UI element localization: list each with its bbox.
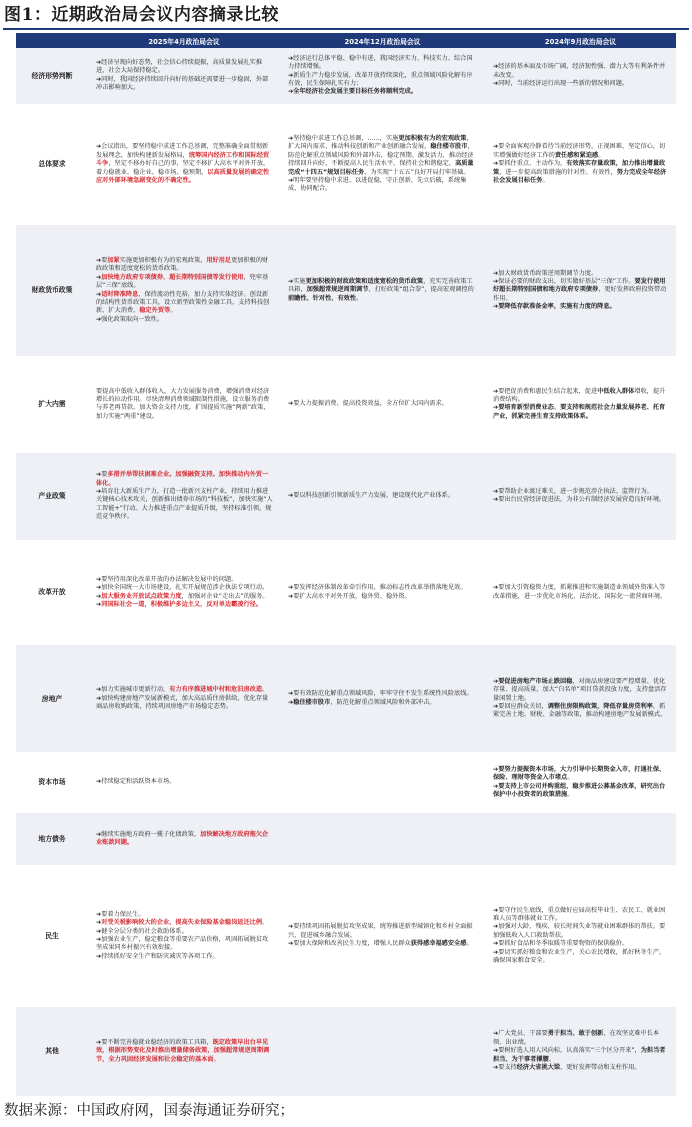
table-row	[16, 356, 676, 453]
text-run: ，对商品房建设要严控增量、优化存量、提高质量，加大“白名单”项目贷款投放力度，支持盘活存量闲置土地。	[493, 677, 667, 702]
content-paragraph	[493, 143, 669, 160]
red-highlight-text: 统筹国内经济工作和国际经贸斗争	[96, 151, 270, 168]
content-paragraph	[288, 72, 478, 89]
meeting-content-cell	[485, 865, 676, 1006]
meeting-content-cell	[485, 645, 676, 752]
meeting-content-cell	[280, 453, 485, 540]
text-run: 。	[598, 151, 605, 159]
text-run: 。	[553, 404, 561, 412]
text-run: ➔要大力提振消费、提高投资效益，全方位扩大国内需求。	[288, 400, 448, 408]
table-row	[16, 104, 676, 226]
text-run: ➔要加大引资稳资力度，抓紧推进和实施制造业领域外资准入等改革措施，进一步优化市场化、法治化、国际化一流营商环境。	[493, 584, 667, 600]
text-run: ➔要不断完善稳就业稳经济的政策工具箱，	[96, 1038, 213, 1046]
text-run: ➔坚持稳中求进工作总基调，……，实施	[288, 135, 399, 143]
bold-text: 稳住楼市股市	[293, 698, 331, 706]
text-run: ，扩大国内需求，推动科技创新和产业创新融合发展，	[288, 135, 473, 151]
content-paragraph	[96, 831, 273, 848]
content-paragraph	[96, 143, 273, 185]
bold-text: 要支持和规范社会力量发展养老、托育产业，抓紧完善生育支持政策体系。	[493, 404, 666, 420]
meeting-content-cell	[88, 865, 280, 1006]
meeting-content-cell	[485, 813, 676, 865]
content-paragraph	[493, 388, 669, 405]
meeting-content-cell	[280, 1007, 485, 1096]
row-category-label: 财政货币政策	[16, 225, 88, 356]
bold-text: 高质量完成“十四五”规划目标任务	[288, 160, 474, 176]
source-note: 数据来源：中国政府网，国泰海通证券研究；	[4, 1103, 294, 1119]
content-paragraph	[288, 55, 478, 72]
content-paragraph	[96, 388, 273, 422]
comparison-table	[16, 33, 676, 1096]
meeting-content-cell	[485, 540, 676, 646]
table-body	[16, 48, 676, 1096]
content-paragraph	[493, 270, 669, 278]
text-run: ➔要持续巩固拓展脱贫攻坚成果，统筹推进新型城镇化和乡村全面振兴，促进城乡融合发展。	[288, 923, 473, 939]
row-category-label: 地方债务	[16, 813, 88, 865]
text-run: ，进一步提高政策措施的针对性、有效性，	[499, 168, 617, 176]
text-run: 实施更加积极有为的宏观政策，	[119, 257, 207, 265]
text-run: ➔明年要坚持稳中求进、以进促稳，守正创新、先立后破，系统集成、协同配合。	[288, 177, 467, 193]
text-run: ➔同时，我国经济持续回升向好的基础还需要进一步稳固，外部冲击影响加大。	[96, 75, 269, 92]
text-run: 要提高中低收入群体收入，大力发展服务消费，增强消费对经济增长的拉动作用。尽快清理消费领域限制性措施，设立服务消费与养老再贷款。加大资金支持力度，扩围提质实施“两新”政策，加力实施“两重”建设。	[96, 387, 270, 420]
meeting-content-cell	[485, 225, 676, 356]
bold-text: 为担当者担当、为干事者撑腰	[493, 1047, 666, 1063]
text-run: ，打好政策“组合拳”，提高宏观调控的	[368, 286, 474, 294]
red-highlight-text: 稳定外贸等	[139, 307, 171, 315]
text-run: ➔要抓住重点、主动作为，	[493, 160, 567, 168]
content-paragraph	[288, 88, 478, 96]
meeting-content-cell	[485, 453, 676, 540]
text-run: 。	[213, 1055, 220, 1063]
content-paragraph	[96, 76, 273, 93]
text-run: ➔要扩大高水平对外开放，稳外贸、稳外资。	[288, 592, 411, 600]
content-paragraph	[493, 923, 669, 940]
meeting-content-cell	[280, 225, 485, 356]
row-category-label: 民生	[16, 865, 88, 1006]
bold-text: 责任感和紧迫感	[554, 151, 599, 159]
content-paragraph	[288, 135, 478, 177]
text-run: ➔要坚持用深化改革开放的办法解决发展中的问题。	[96, 575, 238, 583]
text-run: ➔要	[96, 471, 108, 479]
row-category-label: 总体要求	[16, 104, 88, 226]
text-run: ➔经济呈现向好态势，社会信心持续提振，高质量发展扎实推进，社会大局保持稳定。	[96, 58, 263, 75]
text-run: ➔经济的基本面及市场广阔、经济韧性强、潜力大等有利条件并未改变。	[493, 63, 666, 79]
text-run: ➔要切实抓好粮食和农业生产，关心农民增收，抓好秋冬生产，确保国家粮食安全。	[493, 948, 666, 964]
text-run: ➔	[288, 698, 294, 706]
meeting-content-cell	[88, 225, 280, 356]
meeting-content-cell	[485, 752, 676, 813]
header-cell-2025-04: 2025年4月政治局会议	[88, 33, 280, 48]
content-paragraph	[96, 488, 273, 522]
text-run: ➔	[493, 303, 499, 311]
content-paragraph	[96, 953, 273, 961]
text-run: ➔要支持	[493, 1063, 517, 1071]
text-run: ➔	[96, 601, 102, 609]
header-cell-blank	[16, 33, 88, 48]
text-run: 。	[567, 774, 574, 782]
bold-text: 更加积极的财政政策和适度宽松的货币政策	[305, 278, 424, 286]
text-run: ➔要全面客观冷静看待当前经济形势，正视困难、坚定信心，切实增强做好经济工作的	[493, 143, 666, 159]
title-divider	[3, 28, 689, 30]
text-run: ➔要守住民生底线，重点做好应届高校毕业生、农民工、就业困难人员等群体就业工作。	[493, 906, 666, 922]
red-highlight-text: 用好用足	[206, 257, 232, 265]
row-category-label: 其他	[16, 1007, 88, 1096]
text-run: ➔持续抓好安全生产和防灾减灾等各项工作。	[96, 952, 219, 960]
text-run: ➔强化政策取向一致性。	[96, 315, 164, 323]
header-cell-2024-09: 2024年9月政治局会议	[485, 33, 676, 48]
meeting-content-cell	[485, 1007, 676, 1096]
content-paragraph	[96, 601, 273, 609]
text-run: ➔加强对大龄、残疾、较长时间失业等就业困难群体的帮扶。要加强低收入人口救助帮扶。	[493, 923, 666, 939]
text-run: ➔要出台民营经济促进法，为非公有制经济发展营造良好环境。	[493, 496, 666, 504]
meeting-content-cell	[88, 645, 280, 752]
red-highlight-text: 加快地方政府专项债券、超长期特别国债等发行使用	[101, 273, 244, 281]
content-paragraph	[96, 593, 273, 601]
text-run: ，更好发挥带动和支柱作用。	[560, 1063, 641, 1071]
text-run: ➔	[96, 592, 102, 600]
meeting-content-cell	[88, 752, 280, 813]
text-run: ➔	[493, 782, 499, 790]
text-run: ➔	[96, 290, 102, 298]
header-row	[16, 33, 676, 48]
content-paragraph	[96, 936, 273, 953]
text-run: 增收，提升消费结构。	[493, 387, 666, 403]
meeting-content-cell	[88, 813, 280, 865]
content-paragraph	[288, 699, 478, 707]
bold-text: 调整住房限购政策，降低存量房贷利率	[547, 702, 653, 710]
text-run: ➔要着力保民生。	[96, 910, 145, 918]
content-paragraph	[96, 911, 273, 919]
content-paragraph	[493, 940, 669, 948]
red-highlight-text: 以高质量发展的确定性应对外部环境急剧变化的不确定性。	[96, 168, 270, 185]
red-highlight-text: 既定政策早出台早见效，根据形势变化及时推出增量储备政策，加强超常规逆周期调节，全力巩固经济发展和社会稳定的基本面	[96, 1038, 270, 1063]
content-paragraph	[288, 400, 478, 408]
content-paragraph	[288, 940, 478, 948]
text-run: ➔要帮助企业渡过难关，进一步规范涉企执法、监管行为。	[493, 487, 653, 495]
red-highlight-text: 多措并举帮扶困难企业。加强融资支持。加快推动内外贸一体化。	[96, 471, 269, 487]
table-row	[16, 1007, 676, 1096]
row-category-label: 产业政策	[16, 453, 88, 540]
content-paragraph	[493, 1047, 669, 1064]
table-row	[16, 752, 676, 813]
content-paragraph	[493, 63, 669, 80]
content-paragraph	[96, 1039, 273, 1064]
content-paragraph	[288, 593, 478, 601]
table-row	[16, 865, 676, 1006]
text-run: ➔加快构建房地产发展新模式，加大高品质住房供给，优化存量商品房收购政策，持续巩固房地产市场稳定态势。	[96, 694, 269, 710]
meeting-content-cell	[485, 356, 676, 453]
meeting-content-cell	[88, 48, 280, 104]
meeting-content-cell	[485, 48, 676, 104]
bold-text: 要努力提振资本市场，大力引导中长期资金入市，打通社保、保险、理财等资金入市堵点	[493, 765, 666, 782]
text-run: 。	[262, 686, 269, 694]
content-paragraph	[493, 303, 669, 311]
bold-text: 中低收入群体	[597, 387, 635, 395]
content-paragraph	[96, 584, 273, 592]
content-paragraph	[493, 678, 669, 703]
meeting-content-cell	[280, 813, 485, 865]
red-highlight-text: 对受关税影响较大的企业，提高失业保险基金稳岗返还比例	[101, 919, 263, 927]
text-run: ，防范化解重点领域风险和外部冲击，稳定预期、激发活力，推动经济持续回升向好，不断提高人民生活水平，保持社会和谐稳定，	[288, 143, 474, 168]
content-paragraph	[96, 471, 273, 488]
text-run: ➔新质生产力稳步发展，改革开放持续深化，重点领域风险化解有序有效，民生保障扎实有力；	[288, 71, 473, 87]
content-paragraph	[96, 59, 273, 76]
content-paragraph	[96, 928, 273, 936]
meeting-content-cell	[280, 645, 485, 752]
text-run: 。	[170, 307, 177, 315]
content-paragraph	[493, 949, 669, 966]
text-run: 。	[542, 177, 549, 185]
content-paragraph	[96, 695, 273, 712]
text-run: ➔持续稳定和活跃资本市场。	[96, 778, 176, 786]
text-run: ➔会议指出，要坚持稳中求进工作总基调，完整准确全面贯彻新发展理念，加快构建新发展格局，	[96, 143, 269, 159]
red-highlight-text: 加快解决地方政府拖欠企业账款问题。	[96, 830, 269, 847]
meeting-content-cell	[280, 104, 485, 226]
table-row	[16, 453, 676, 540]
text-run: ➔培育壮大新质生产力，打造一批新兴支柱产业，持续用力推进关键核心技术攻关，创新推出债券市场的“科技板”，加快实施“人工智能+”行动。大力推进重点产业提质升级，坚持标准引领，规范竞争秩序。	[96, 487, 273, 521]
table-row	[16, 645, 676, 752]
text-run: ➔健全分层分类的社会救助体系。	[96, 927, 188, 935]
content-paragraph	[288, 690, 478, 698]
content-paragraph	[288, 278, 478, 303]
meeting-content-cell	[280, 865, 485, 1006]
bold-text: 要培育新型消费业态	[498, 404, 554, 412]
content-paragraph	[96, 919, 273, 927]
text-run: ➔同时，当前经济运行出现一些新的情况和问题。	[493, 79, 629, 87]
text-run: 。	[548, 1055, 555, 1063]
table-header	[16, 33, 676, 48]
table-row	[16, 225, 676, 356]
text-run: ➔	[493, 677, 499, 685]
content-paragraph	[288, 923, 478, 940]
table-row	[16, 813, 676, 865]
text-run: ➔	[493, 765, 499, 773]
text-run: ➔加大财政货币政策逆周期调节力度。	[493, 269, 598, 277]
content-paragraph	[493, 783, 669, 800]
red-highlight-text: 加紧	[107, 257, 120, 265]
bold-text: 更加积极有为的宏观政策	[398, 135, 467, 143]
content-paragraph	[493, 80, 669, 88]
text-run: 更加积极的财政政策和适度宽松的货币政策。	[96, 257, 269, 273]
content-paragraph	[96, 274, 273, 291]
text-run: ➔	[96, 273, 102, 281]
text-run: ➔继续实施地方政府一揽子化债政策，	[96, 830, 201, 838]
text-run: ➔	[96, 919, 102, 927]
figure-title: 图1：近期政治局会议内容摘录比较	[4, 5, 279, 25]
bold-text: 前瞻性、针对性、有效性	[288, 294, 357, 302]
row-category-label: 房地产	[16, 645, 88, 752]
text-run: ，充实完善政策工具箱，	[288, 278, 473, 294]
text-run: ➔要	[96, 257, 108, 265]
content-paragraph	[288, 492, 478, 500]
row-category-label: 经济形势判断	[16, 48, 88, 104]
bold-text: 获得感幸福感安全感	[410, 940, 467, 948]
content-paragraph	[493, 907, 669, 924]
content-paragraph	[493, 703, 669, 720]
text-run: ，保持流动性充裕，加力支持实体经济。创设新的结构性货币政策工具，设立新型政策性金融工具，支持科技创新、扩大消费、	[96, 290, 270, 315]
content-paragraph	[288, 177, 478, 194]
text-run: ➔加快全国统一大市场建设，扎实开展规范涉企执法专项行动。	[96, 584, 269, 592]
content-paragraph	[96, 576, 273, 584]
content-paragraph	[493, 584, 669, 601]
text-run: ➔保证必要的财政支出，切实做好基层“三保”工作。	[493, 278, 635, 286]
content-paragraph	[288, 584, 478, 592]
header-cell-2024-12: 2024年12月政治局会议	[280, 33, 485, 48]
text-run: ➔要以科技创新引领新质生产力发展，建设现代化产业体系。	[288, 492, 455, 500]
bold-text: 努力完成全年经济社会发展目标任务	[493, 168, 667, 185]
text-run: ➔实施	[288, 278, 306, 286]
bold-text: 加强超常规逆周期调节	[306, 286, 369, 294]
meeting-content-cell	[88, 356, 280, 453]
row-category-label: 扩大内需	[16, 356, 88, 453]
content-paragraph	[96, 778, 273, 786]
text-run: ，抓紧完善土地、财税、金融等政策，推动构建房地产发展新模式。	[493, 702, 667, 719]
bold-text: 有效落实存量政策，加力推出增量政策	[493, 160, 666, 176]
bold-text: 要发行使用好超长期特别国债和地方政府专项债券	[493, 278, 666, 294]
row-category-label: 改革开放	[16, 540, 88, 646]
red-highlight-text: 有力有序推进城中村和危旧房改造	[169, 686, 263, 694]
meeting-content-cell	[88, 104, 280, 226]
meeting-content-cell	[88, 540, 280, 646]
text-run: ，加强对企业“走出去”的服务。	[181, 592, 269, 600]
text-run: ➔要树好选人用人风向标，认真落实“三个区分开来”，	[493, 1047, 641, 1055]
text-run: 。	[567, 790, 574, 798]
text-run: ➔要回应群众关切，	[493, 702, 548, 710]
row-category-label: 资本市场	[16, 752, 88, 813]
text-run: ➔广大党员、干部要	[493, 1030, 548, 1038]
comparison-table-container	[16, 33, 676, 1096]
content-paragraph	[493, 278, 669, 303]
red-highlight-text: 适时降准降息	[101, 290, 139, 298]
bold-text: 勇于担当、敢于创新	[547, 1030, 604, 1038]
bold-text: 要支持上市公司并购重组，稳步推进公募基金改革，研究出台保护中小投资者的政策措施	[493, 782, 666, 798]
text-run: ➔	[493, 404, 499, 412]
text-run: ➔经济运行总体平稳、稳中有进，我国经济实力、科技实力、综合国力持续增强。	[288, 54, 473, 71]
content-paragraph	[493, 766, 669, 783]
bold-text: ➔全年经济社会发展主要目标任务将顺利完成。	[288, 88, 417, 96]
content-paragraph	[493, 1030, 669, 1047]
meeting-content-cell	[280, 752, 485, 813]
text-run: ，为实现“十五五”良好开局打牢基础。	[364, 168, 470, 176]
content-paragraph	[96, 291, 273, 316]
content-paragraph	[96, 316, 273, 324]
text-run: 。	[356, 294, 363, 302]
text-run: ➔加强农业生产，稳定粮食等重要农产品价格，巩固拓展脱贫攻坚成果同乡村振兴有效衔接。	[96, 935, 269, 952]
text-run: ，兜牢基层“三保”底线。	[96, 273, 269, 290]
red-highlight-text: 加大服务业开放试点政策力度	[101, 592, 182, 600]
content-paragraph	[96, 686, 273, 694]
meeting-content-cell	[485, 104, 676, 226]
text-run: ➔要把促消费和惠民生结合起来，促进	[493, 387, 598, 395]
content-paragraph	[493, 404, 669, 421]
text-run: ，在攻坚克难中长本领、出业绩。	[493, 1030, 660, 1046]
text-run: ➔加力实施城市更新行动，	[96, 686, 170, 694]
table-row	[16, 48, 676, 104]
content-paragraph	[493, 160, 669, 185]
meeting-content-cell	[280, 48, 485, 104]
bold-text: 经济大省挑大梁	[516, 1063, 561, 1071]
bold-text: 要促进房地产市场止跌回稳	[498, 677, 573, 685]
text-run: ，更好发挥政府投资带动作用。	[493, 286, 667, 302]
text-run: 。	[466, 940, 473, 948]
meeting-content-cell	[280, 540, 485, 646]
text-run: ，防范化解重点领域风险和外部冲击。	[330, 698, 436, 706]
table-row	[16, 540, 676, 646]
content-paragraph	[493, 496, 669, 504]
text-run: 。	[262, 919, 269, 927]
red-highlight-text: 同国际社会一道，积极维护多边主义，反对单边霸凌行径。	[101, 601, 263, 609]
text-run: ➔要有效防范化解重点领域风险，牢牢守住不发生系统性风险底线。	[288, 690, 473, 698]
text-run: ，坚定不移办好自己的事，坚定不移扩大高水平对外开放，着力稳就业、稳企业、稳市场、稳预期，	[96, 160, 270, 176]
text-run: ➔要加大保障和改善民生力度，增强人民群众	[288, 940, 411, 948]
text-run: ➔要抓好食品和冬季取暖等重要物资的保供稳价。	[493, 940, 629, 948]
meeting-content-cell	[280, 356, 485, 453]
bold-text: 要降低存款准备金率，实施有力度的降息。	[498, 303, 616, 311]
meeting-content-cell	[88, 1007, 280, 1096]
bold-text: 稳住楼市股市	[430, 143, 468, 151]
content-paragraph	[96, 257, 273, 274]
meeting-content-cell	[88, 453, 280, 540]
text-run: ➔要发挥经济体制改革牵引作用，推动标志性改革举措落地见效。	[288, 584, 467, 592]
content-paragraph	[493, 1064, 669, 1072]
